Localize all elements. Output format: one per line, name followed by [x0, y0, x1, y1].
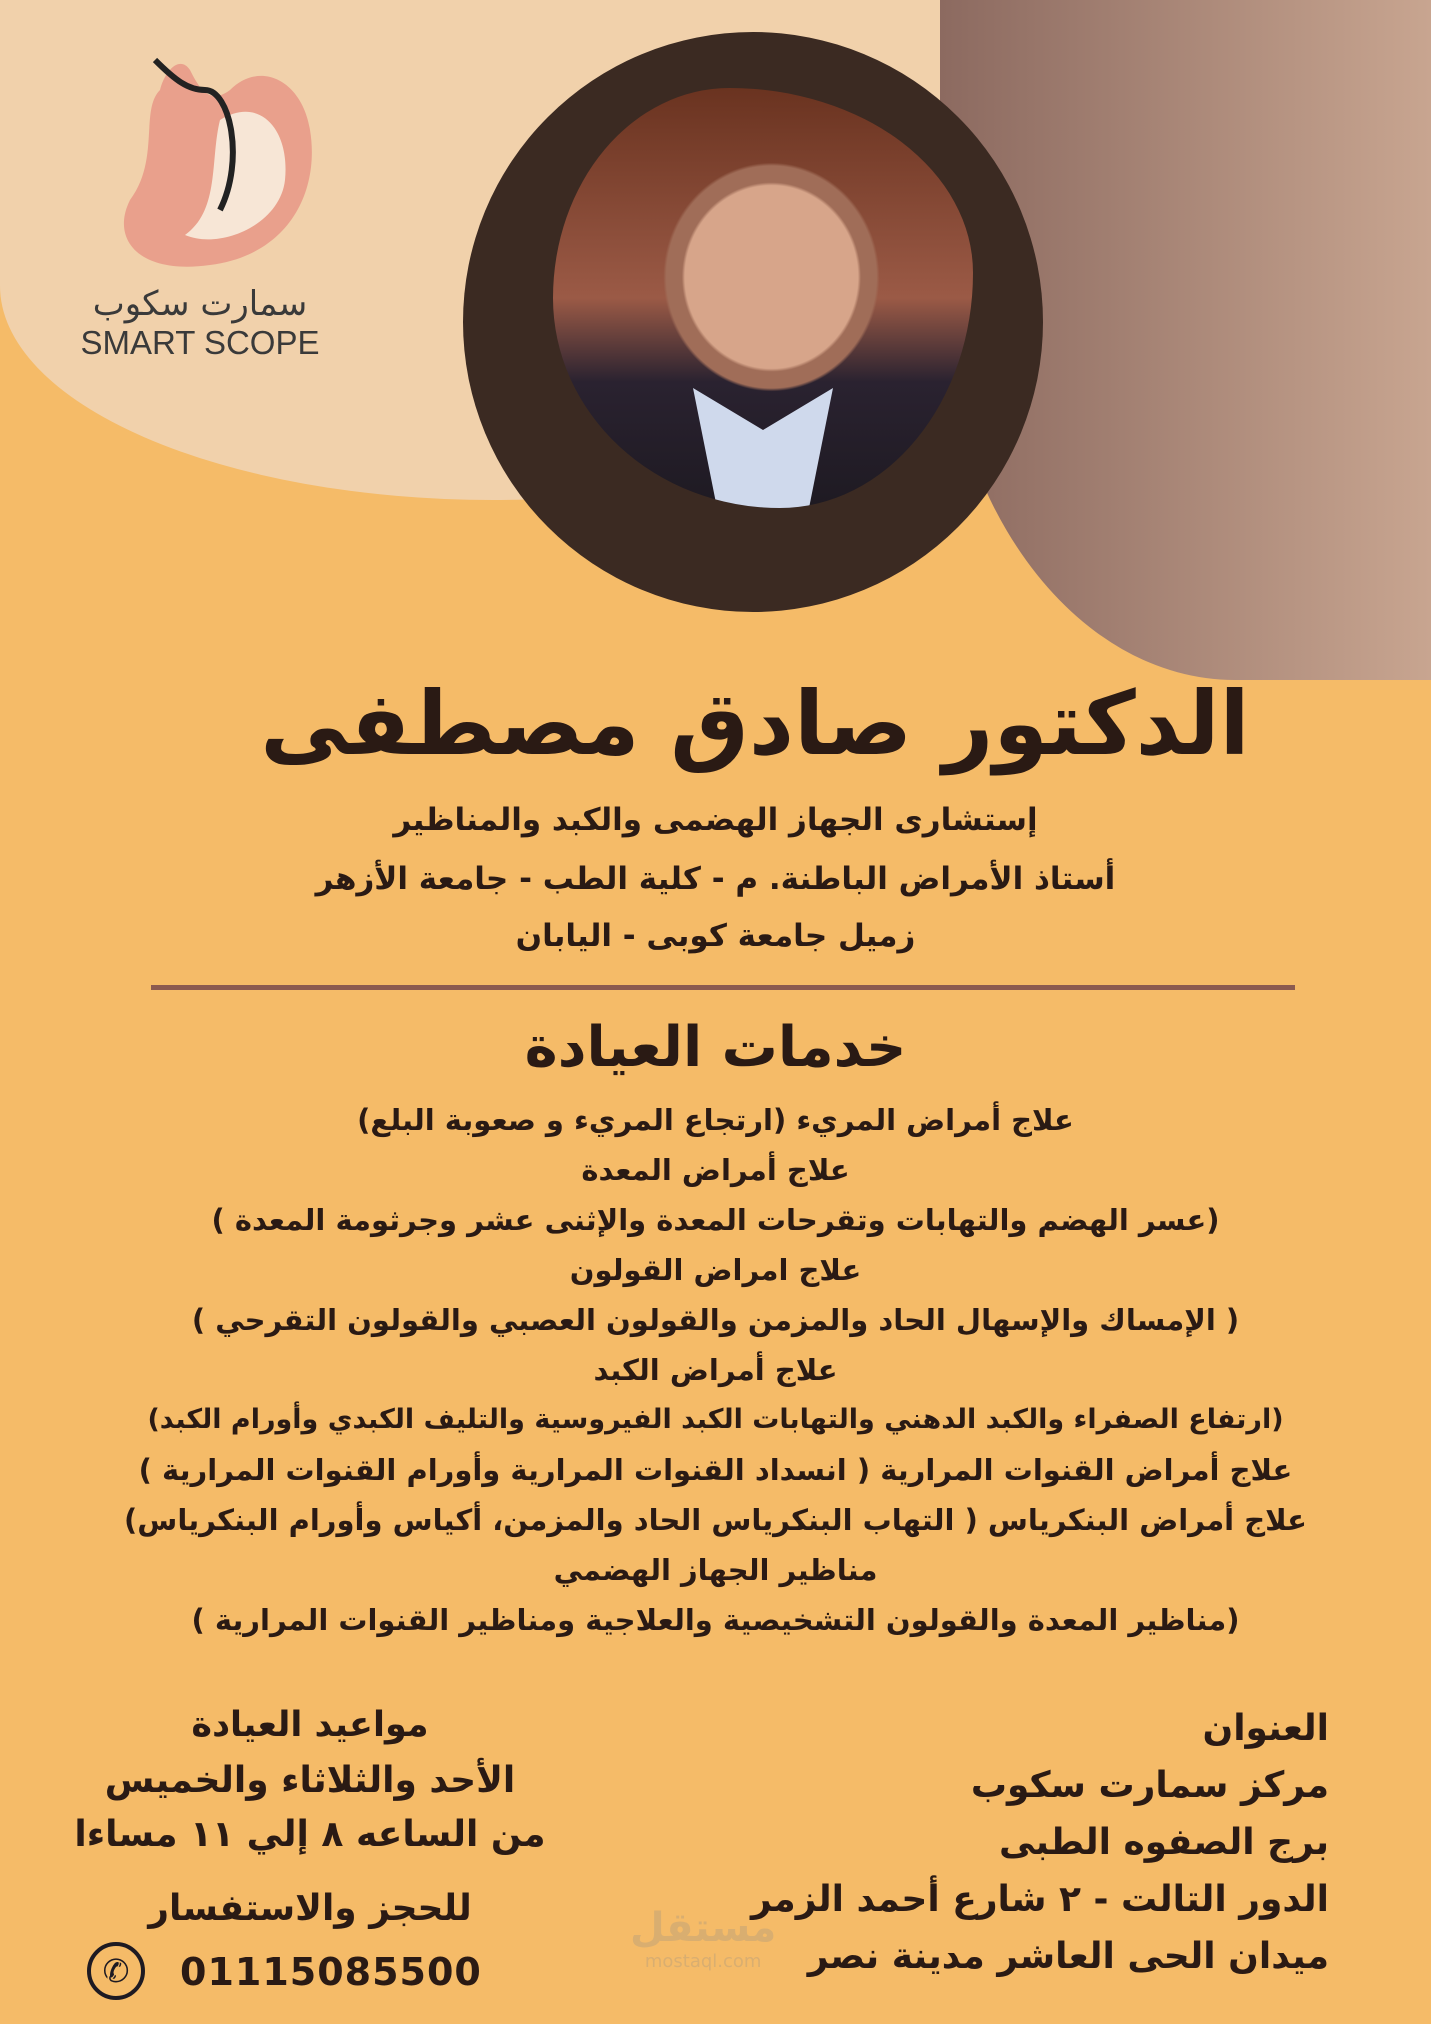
service-item: (مناظير المعدة والقولون التشخيصية والعلاجية ومناظير القنوات المرارية ) [191, 1603, 1240, 1637]
hours-heading: مواعيد العيادة [191, 1705, 429, 1745]
doctor-title-2: أستاذ الأمراض الباطنة. م - كلية الطب - جامعة الأزهر [315, 861, 1116, 897]
logo-arabic: سمارت سكوب [92, 284, 308, 324]
phone-number[interactable]: 01115085500 [180, 1950, 482, 1994]
doctor-title-1: إستشارى الجهاز الهضمى والكبد والمناظير [393, 802, 1038, 838]
shirt [693, 388, 833, 508]
service-item: علاج امراض القولون [569, 1253, 862, 1287]
service-item: علاج أمراض القنوات المرارية ( انسداد القنوات المرارية وأورام القنوات المرارية ) [138, 1453, 1293, 1487]
services-heading: خدمات العيادة [524, 1015, 907, 1080]
service-item: علاج أمراض المريء (ارتجاع المريء و صعوبة البلع) [357, 1103, 1074, 1137]
booking-label: للحجز والاستفسار [148, 1888, 472, 1929]
address-line: برج الصفوه الطبى [998, 1822, 1329, 1863]
service-item: ( الإمساك والإسهال الحاد والمزمن والقولون العصبي والقولون التقرحي ) [191, 1303, 1240, 1337]
service-item: علاج أمراض المعدة [581, 1153, 850, 1187]
address-heading: العنوان [1202, 1708, 1329, 1749]
service-item: علاج أمراض الكبد [593, 1353, 838, 1387]
logo [70, 50, 330, 390]
service-item: مناظير الجهاز الهضمي [553, 1553, 878, 1587]
watermark [630, 1905, 776, 1972]
watermark-latin: mostaql.com [644, 1951, 762, 1972]
divider [151, 985, 1295, 990]
service-item: علاج أمراض البنكرياس ( التهاب البنكرياس الحاد والمزمن، أكياس وأورام البنكرياس) [124, 1503, 1307, 1537]
address-line: ميدان الحى العاشر مدينة نصر [807, 1936, 1329, 1977]
stomach-icon [70, 50, 330, 280]
service-item: (ارتفاع الصفراء والكبد الدهني والتهابات الكبد الفيروسية والتليف الكبدي وأورام الكبد) [147, 1404, 1284, 1435]
logo-english: SMART SCOPE [80, 324, 320, 361]
service-item: (عسر الهضم والتهابات وتقرحات المعدة والإثنى عشر وجرثومة المعدة ) [211, 1203, 1220, 1237]
hours-days: الأحد والثلاثاء والخميس [104, 1760, 516, 1801]
phone-icon[interactable]: ✆ [87, 1942, 145, 2000]
watermark-arabic: مستقل [630, 1905, 777, 1951]
services-list [20, 1095, 1411, 1645]
address-line: مركز سمارت سكوب [970, 1765, 1329, 1806]
doctor-title-3: زميل جامعة كوبى - اليابان [515, 918, 916, 954]
doctor-name: الدكتور صادق مصطفى [260, 672, 1250, 775]
address-line: الدور التالت - ٢ شارع أحمد الزمر [751, 1879, 1329, 1920]
hours-time: من الساعه ٨ إلي ١١ مساءا [74, 1814, 546, 1855]
